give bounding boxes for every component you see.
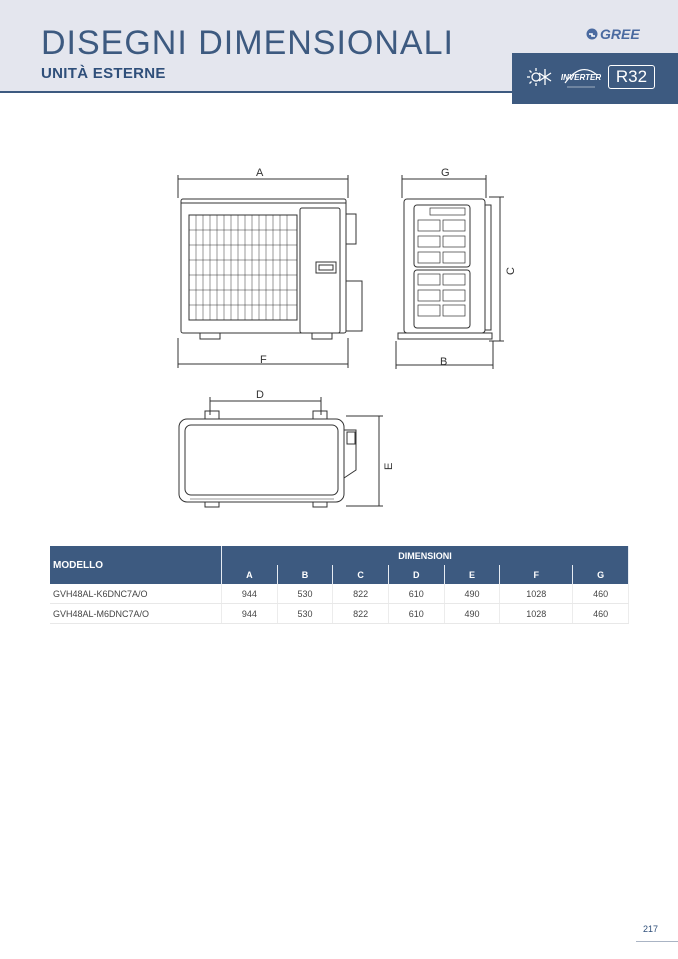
value-cell: 530 <box>277 584 333 604</box>
dimensions-table <box>50 546 629 624</box>
model-cell: GVH48AL-K6DNC7A/O <box>50 584 222 604</box>
table-row <box>50 584 629 604</box>
dimension-label-c: C <box>505 267 517 275</box>
dimensions-group-header: DIMENSIONI <box>222 546 629 565</box>
value-cell: 490 <box>444 604 500 624</box>
value-cell: 610 <box>388 584 444 604</box>
brand-name: GREE <box>600 26 640 42</box>
refrigerant-label: R32 <box>615 67 648 86</box>
column-header-f: F <box>500 565 573 584</box>
table-row <box>50 604 629 624</box>
column-header-d: D <box>388 565 444 584</box>
value-cell: 944 <box>222 584 278 604</box>
page-subtitle: UNITÀ ESTERNE <box>41 65 166 82</box>
model-cell: GVH48AL-M6DNC7A/O <box>50 604 222 624</box>
top-view-drawing <box>179 397 383 507</box>
column-header-c: C <box>333 565 389 584</box>
value-cell: 1028 <box>500 604 573 624</box>
front-view-drawing <box>178 175 362 368</box>
value-cell: 460 <box>573 604 629 624</box>
value-cell: 610 <box>388 604 444 624</box>
page-number: 217 <box>643 924 659 934</box>
value-cell: 822 <box>333 584 389 604</box>
dimension-label-e: E <box>383 462 395 470</box>
dimension-label-d: D <box>256 389 264 401</box>
dimension-label-a: A <box>256 167 264 179</box>
column-header-a: A <box>222 565 278 584</box>
page-title: DISEGNI DIMENSIONALI <box>41 24 454 62</box>
dimension-label-g: G <box>441 167 450 179</box>
value-cell: 1028 <box>500 584 573 604</box>
inverter-label: INVERTER <box>561 73 601 82</box>
column-header-g: G <box>573 565 629 584</box>
value-cell: 822 <box>333 604 389 624</box>
dimension-label-b: B <box>440 356 448 368</box>
model-column-header: MODELLO <box>50 546 222 584</box>
value-cell: 530 <box>277 604 333 624</box>
side-view-drawing <box>396 175 504 369</box>
page-number-rule <box>636 941 678 942</box>
column-header-e: E <box>444 565 500 584</box>
value-cell: 490 <box>444 584 500 604</box>
value-cell: 944 <box>222 604 278 624</box>
column-header-b: B <box>277 565 333 584</box>
dimension-label-f: F <box>260 354 267 366</box>
value-cell: 460 <box>573 584 629 604</box>
